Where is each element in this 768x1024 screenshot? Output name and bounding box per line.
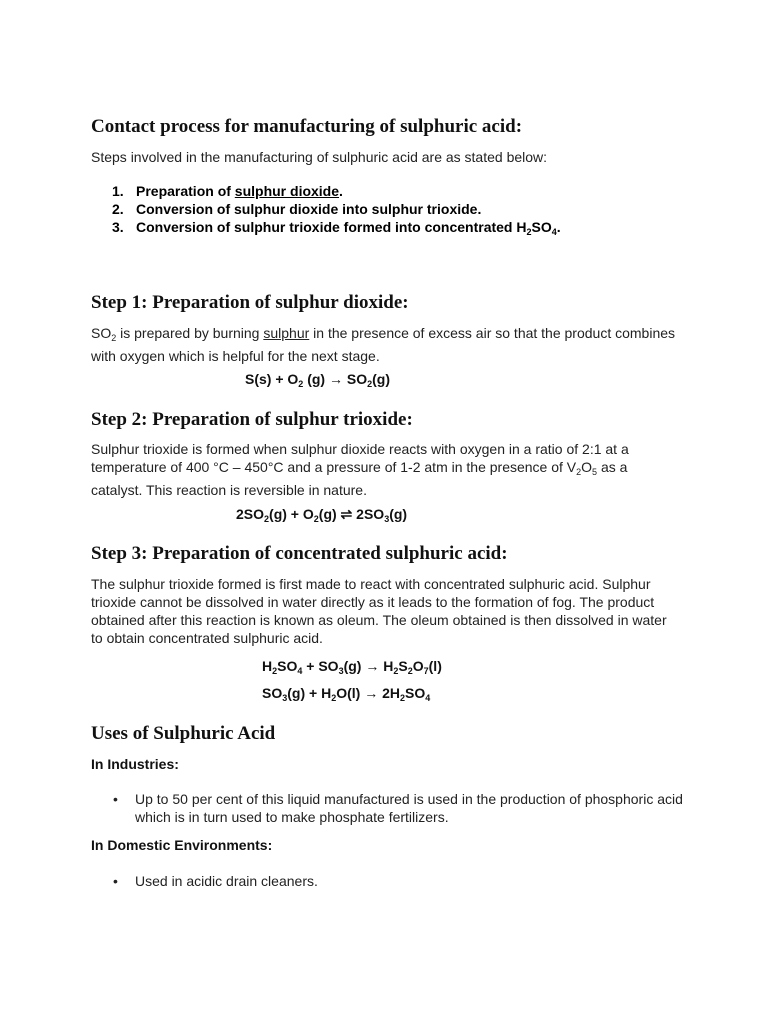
sulphur-link[interactable]: sulphur xyxy=(263,325,310,341)
step2-heading: Step 2: Preparation of sulphur trioxide: xyxy=(91,409,413,430)
subscript: 2 xyxy=(264,514,270,524)
list-item xyxy=(112,218,561,241)
bullet-icon: • xyxy=(113,873,118,889)
list-item-text: SO xyxy=(531,219,552,235)
eq-run: SO xyxy=(277,658,298,674)
text-run: is prepared by burning xyxy=(116,325,264,341)
step2-paragraph xyxy=(91,440,681,499)
step3-equation-1 xyxy=(262,657,442,680)
steps-list xyxy=(112,182,561,241)
subscript: 4 xyxy=(551,227,557,237)
subscript: 7 xyxy=(423,666,429,676)
subscript: 2 xyxy=(331,693,337,703)
text-run: O xyxy=(581,459,593,475)
industries-label: In Industries: xyxy=(91,756,179,772)
step1-equation xyxy=(245,370,390,393)
list-item xyxy=(112,182,561,200)
bullet-icon: • xyxy=(113,791,118,807)
eq-run: (g) + O xyxy=(269,506,314,522)
list-item-text: Preparation of xyxy=(136,183,235,199)
list-number: 2. xyxy=(112,201,124,217)
eq-run: S(s) + O xyxy=(245,371,299,387)
list-item-punct: . xyxy=(339,183,343,199)
subscript: 3 xyxy=(338,666,344,676)
list-item xyxy=(113,790,693,826)
subscript: 4 xyxy=(425,693,431,703)
eq-run: O xyxy=(412,658,424,674)
list-item-punct: . xyxy=(556,219,561,235)
subscript: 4 xyxy=(297,666,303,676)
step1-paragraph xyxy=(91,324,681,365)
domestic-label: In Domestic Environments: xyxy=(91,837,273,853)
subscript: 2 xyxy=(393,666,399,676)
step3-equation-2 xyxy=(262,684,430,707)
text-run: SO xyxy=(91,325,112,341)
eq-run: (g) → SO xyxy=(303,371,368,387)
list-item-text: Conversion of sulphur dioxide into sulphur trioxide. xyxy=(136,201,482,217)
list-number: 3. xyxy=(112,219,124,235)
domestic-item: Used in acidic drain cleaners. xyxy=(135,873,318,889)
step1-heading: Step 1: Preparation of sulphur dioxide: xyxy=(91,292,409,313)
subscript: 3 xyxy=(384,514,390,524)
list-item xyxy=(113,872,693,890)
eq-run: SO xyxy=(405,685,426,701)
eq-run: (g) ⇌ 2SO xyxy=(318,506,385,522)
eq-run: H xyxy=(262,658,273,674)
list-item-text: Conversion of sulphur trioxide formed into concentrated H xyxy=(136,219,527,235)
step3-paragraph: The sulphur trioxide formed is first made to react with concentrated sulphuric acid. Sulphur trioxide cannot be dissolved in water directly as it leads to the formation of fog. The product obtained after this reaction is known as oleum. The oleum obtained is then dissolved in water to obtain concentrated sulphuric acid. xyxy=(91,576,667,646)
eq-run: S xyxy=(398,658,408,674)
subscript: 2 xyxy=(298,379,304,389)
eq-run: O(l) → 2H xyxy=(336,685,400,701)
intro-text: Steps involved in the manufacturing of sulphuric acid are as stated below: xyxy=(91,149,548,165)
subscript: 2 xyxy=(313,514,319,524)
subscript: 3 xyxy=(282,693,288,703)
list-number: 1. xyxy=(112,183,124,199)
list-item xyxy=(112,200,561,218)
sulphur-dioxide-link[interactable]: sulphur dioxide xyxy=(234,183,340,199)
text-run: in the presence of excess air so that the product combines with oxygen which is helpful for the next stage. xyxy=(91,325,676,364)
text-run: Sulphur trioxide is formed when sulphur dioxide reacts with oxygen in a ratio of 2:1 at a temperature of 400 °C – 450°C and a pressure of 1-2 atm in the presence of V xyxy=(91,441,629,475)
subscript: 2 xyxy=(400,693,406,703)
subscript: 2 xyxy=(576,467,582,477)
step2-equation xyxy=(236,505,407,528)
eq-run: (g) xyxy=(372,371,390,387)
eq-run: SO xyxy=(262,685,283,701)
subscript: 5 xyxy=(592,467,598,477)
subscript: 2 xyxy=(526,227,532,237)
eq-run: (l) xyxy=(428,658,442,674)
text-run: as a catalyst. This reaction is reversible in nature. xyxy=(91,459,628,498)
subscript: 2 xyxy=(407,666,413,676)
industries-item: Up to 50 per cent of this liquid manufactured is used in the production of phosphoric acid which is in turn used to make phosphate fertilizers. xyxy=(135,791,683,825)
step3-heading: Step 3: Preparation of concentrated sulphuric acid: xyxy=(91,543,508,564)
eq-run: (g) xyxy=(389,506,408,522)
eq-run: (g) + H xyxy=(287,685,332,701)
page-title: Contact process for manufacturing of sulphuric acid: xyxy=(91,116,523,137)
eq-run: + SO xyxy=(302,658,339,674)
eq-run: 2SO xyxy=(236,506,265,522)
subscript: 2 xyxy=(111,333,117,343)
uses-heading: Uses of Sulphuric Acid xyxy=(91,723,276,744)
subscript: 2 xyxy=(272,666,278,676)
subscript: 2 xyxy=(367,379,373,389)
eq-run: (g) → H xyxy=(343,658,394,674)
